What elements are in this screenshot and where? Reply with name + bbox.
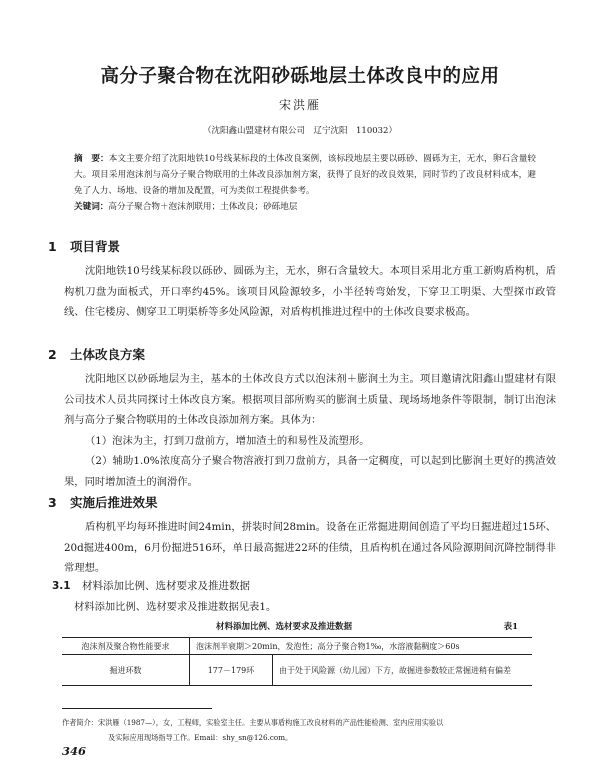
section-number: 2 <box>48 347 57 362</box>
section-2-paragraph: 沈阳地区以砂砾地层为主，基本的土体改良方式以泡沫剂＋膨润土为主。项目邀请沈阳鑫山盟建材有限公司技术人员共同探讨土体改良方案。根据项目部所购买的膨润土质量、现场场地条件等限制，制订出泡沫剂与高分子聚合物联用的土体改良添加剂方案。具体为： <box>64 373 556 426</box>
section-heading-3 <box>48 493 158 511</box>
section-2-item-2: （2）辅助1.0%浓度高分子聚合物溶液打到刀盘前方，具备一定稠度，可以起到比膨润土更好的携渣效果，同时增加渣土的润滑作。 <box>64 455 556 488</box>
table-intro: 材料添加比例、选材要求及推进数据见表1。 <box>74 601 277 613</box>
abstract-label: 摘 要： <box>74 154 109 164</box>
table-cell: 177－179环 <box>190 655 273 686</box>
article-title: 高分子聚合物在沈阳砂砾地层土体改良中的应用 <box>100 66 500 87</box>
abstract-text: 本文主要介绍了沈阳地铁10号线某标段的土体改良案例，该标段地层主要以砾砂、圆砾为主，无水，卵石含量较大。项目采用泡沫剂与高分子聚合物联用的土体改良添加剂方案，获得了良好的改良效果，同时节约了改良材料成本，避免了人力、场地、设备的增加及配置，可为类似工程提供参考。 <box>74 154 536 196</box>
table-cell: 由于处于风险源（幼儿园）下方，故掘进参数较正常掘进稍有偏差 <box>273 655 533 686</box>
abstract <box>74 151 536 199</box>
subsection-number: 3.1 <box>52 580 71 592</box>
subsection-heading <box>52 578 250 593</box>
keywords <box>74 199 536 215</box>
footnote-divider <box>62 708 212 709</box>
section-title: 实施后推进效果 <box>70 495 158 510</box>
section-title: 土体改良方案 <box>70 347 146 362</box>
page-number: 346 <box>62 744 87 758</box>
section-2-item-1: （1）泡沫为主，打到刀盘前方，增加渣土的和易性及流塑形。 <box>85 434 370 447</box>
table-number: 表1 <box>503 622 518 632</box>
table-cell: 掘进环数 <box>62 655 190 686</box>
table-row <box>62 638 532 655</box>
section-title: 项目背景 <box>70 239 121 254</box>
affiliation: （沈阳鑫山盟建材有限公司 辽宁沈阳 110032） <box>203 126 397 136</box>
footnote-line: 作者简介：宋洪雁（1987—），女，工程师，实验室主任。主要从事盾构施工改良材料的产品性能检测、室内应用实验以 <box>62 718 444 727</box>
footnote-line: 及实际应用现场指导工作。Email：shy_sn@126.com。 <box>108 733 293 742</box>
table-title: 材料添加比例、选材要求及推进数据 <box>216 622 353 632</box>
author-footnote <box>62 715 542 745</box>
section-heading-2 <box>48 345 145 363</box>
table-cell: 泡沫剂及聚合物性能要求 <box>62 638 190 655</box>
author-name: 宋洪雁 <box>278 98 321 112</box>
section-number: 3 <box>48 495 57 510</box>
subsection-title: 材料添加比例、选材要求及推进数据 <box>82 580 250 592</box>
section-2-body <box>64 369 556 492</box>
table-row <box>62 655 532 686</box>
section-3-paragraph: 盾构机平均每环推进时间24min，拼装时间28min。设备在正常掘进期间创造了平均日掘进超过15环、20d掘进400m，6月份掘进516环，单日最高掘进22环的佳绩，且盾构机在通过各风险源期间沉降控制得非常理想。 <box>64 521 556 574</box>
keywords-text: 高分子聚合物＋泡沫剂联用；土体改良；砂砾地层 <box>108 202 298 212</box>
section-1-paragraph: 沈阳地铁10号线某标段以砾砂、圆砾为主，无水，卵石含量较大。本项目采用北方重工新购盾构机，盾构机刀盘为面板式，开口率约45%。该项目风险源较多，小半径转弯始发，下穿卫工明渠、大型探市政管线、住宅楼房、侧穿卫工明渠桥等多处风险源，对盾构机推进过程中的土体改良要求极高。 <box>64 265 556 318</box>
materials-table <box>62 637 532 686</box>
table-cell: 泡沫剂半衰期＞20min，发泡性；高分子聚合物1‰，水溶液黏稠度＞60s <box>190 638 533 655</box>
keywords-label: 关键词： <box>74 202 109 212</box>
section-number: 1 <box>48 239 57 254</box>
section-heading-1 <box>48 237 120 255</box>
